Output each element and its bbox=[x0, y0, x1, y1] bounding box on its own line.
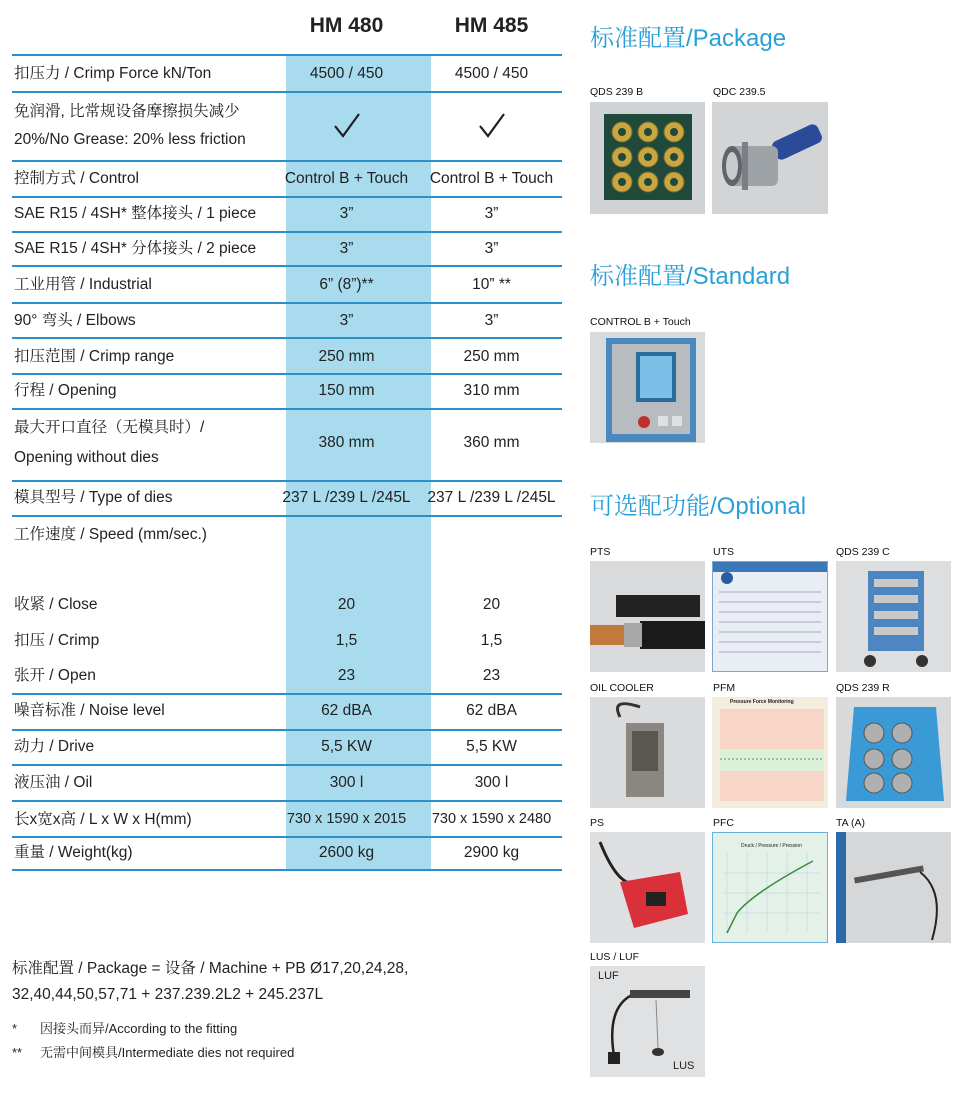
hm485-value: 4500 / 450 bbox=[454, 65, 529, 82]
hm485-value: 310 mm bbox=[463, 382, 520, 399]
qdc-239-5-photo bbox=[712, 102, 828, 214]
table-row bbox=[12, 375, 562, 405]
checkmark-icon bbox=[419, 111, 564, 141]
caption-lus-luf: LUS / LUF bbox=[590, 951, 640, 963]
qds-239-r-photo bbox=[836, 697, 951, 808]
caption-ta-a: TA (A) bbox=[836, 817, 865, 829]
hm485-value: 360 mm bbox=[463, 434, 520, 451]
row-label: 90° 弯头 / Elbows bbox=[14, 312, 136, 329]
oil-cooler-photo bbox=[590, 697, 705, 808]
table-rule bbox=[12, 515, 562, 517]
hm485-value: 3” bbox=[484, 312, 499, 329]
table-row bbox=[12, 341, 562, 371]
table-row bbox=[12, 661, 562, 691]
hm485-value: 3” bbox=[484, 240, 499, 257]
row-label: 扣压力 / Crimp Force kN/Ton bbox=[14, 65, 212, 82]
table-row bbox=[12, 520, 562, 550]
hm485-value: 3” bbox=[484, 205, 499, 222]
hm485-value: 1,5 bbox=[480, 632, 503, 649]
hm485-value: 10” ** bbox=[472, 276, 511, 293]
luf-label: LUF bbox=[598, 970, 619, 982]
table-row bbox=[12, 93, 562, 159]
caption-oil-cooler: OIL COOLER bbox=[590, 682, 654, 694]
ps-photo bbox=[590, 832, 705, 943]
row-label: 液压油 / Oil bbox=[14, 774, 93, 791]
table-row bbox=[12, 482, 562, 512]
qds-239-c-photo bbox=[836, 561, 951, 672]
hm480-value: 3” bbox=[339, 205, 354, 222]
hm480-value: 250 mm bbox=[318, 348, 375, 365]
table-rule bbox=[12, 693, 562, 695]
caption-qds-239-c: QDS 239 C bbox=[836, 546, 890, 558]
table-row bbox=[12, 269, 562, 299]
hm480-value: 3” bbox=[339, 240, 354, 257]
package-line1: 标准配置 / Package = 设备 / Machine + PB Ø17,20,24,28, bbox=[12, 960, 409, 977]
hm485-value: Control B + Touch bbox=[429, 170, 554, 187]
table-row bbox=[12, 805, 562, 835]
hm480-value: 730 x 1590 x 2015 bbox=[286, 811, 407, 827]
table-rule bbox=[12, 302, 562, 304]
footnote-mark: * bbox=[12, 1021, 18, 1036]
caption-uts: UTS bbox=[713, 546, 734, 558]
table-row bbox=[12, 696, 562, 726]
row-label: 模具型号 / Type of dies bbox=[14, 489, 173, 506]
pfm-title: Pressure Force Monitoring bbox=[730, 699, 794, 705]
hm485-value: 20 bbox=[482, 596, 501, 613]
caption-ps: PS bbox=[590, 817, 605, 829]
footnote-text: 因接头而异/According to the fitting bbox=[40, 1021, 238, 1036]
table-row bbox=[12, 233, 562, 263]
caption-qds-239-r: QDS 239 R bbox=[836, 682, 890, 694]
hm480-value: 62 dBA bbox=[321, 702, 372, 719]
hm480-value: Control B + Touch bbox=[284, 170, 409, 187]
table-row bbox=[12, 305, 562, 335]
hm485-value: 23 bbox=[482, 667, 501, 684]
row-label: 收紧 / Close bbox=[14, 596, 98, 613]
table-row bbox=[12, 58, 562, 88]
table-row bbox=[12, 626, 562, 656]
section-title-optional: 可选配功能/Optional bbox=[590, 493, 807, 520]
qds-239-b-photo bbox=[590, 102, 705, 214]
footnote bbox=[12, 1042, 294, 1061]
table-row bbox=[12, 198, 562, 228]
hm485-value: 62 dBA bbox=[466, 702, 517, 719]
row-label-line2: Opening without dies bbox=[14, 449, 159, 466]
table-row bbox=[12, 163, 562, 193]
caption-control-b-touch: CONTROL B + Touch bbox=[590, 316, 691, 328]
caption-qds-239-b: QDS 239 B bbox=[590, 86, 644, 98]
footnote-mark: ** bbox=[12, 1045, 23, 1060]
row-label: 动力 / Drive bbox=[14, 738, 95, 755]
table-rule bbox=[12, 337, 562, 339]
caption-qdc-239-5: QDC 239.5 bbox=[713, 86, 766, 98]
hm480-value: 380 mm bbox=[318, 434, 375, 451]
table-row bbox=[12, 410, 562, 478]
section-title-standard: 标准配置/Standard bbox=[590, 263, 791, 290]
caption-pfm: PFM bbox=[713, 682, 736, 694]
row-label: 张开 / Open bbox=[14, 667, 96, 684]
row-label: SAE R15 / 4SH* 整体接头 / 1 piece bbox=[14, 205, 257, 222]
row-label-line2: 20%/No Grease: 20% less friction bbox=[14, 131, 246, 148]
package-line2: 32,40,44,50,57,71 + 237.239.2L2 + 245.237L bbox=[12, 986, 324, 1003]
hm485-value: 237 L /239 L /245L bbox=[427, 489, 556, 506]
hm485-value: 5,5 KW bbox=[466, 738, 517, 755]
uts-screenshot bbox=[712, 561, 828, 672]
table-rule bbox=[12, 265, 562, 267]
hm485-value: 300 l bbox=[474, 774, 509, 791]
table-row bbox=[12, 732, 562, 762]
ta-a-photo bbox=[836, 832, 951, 943]
row-label: 长x宽x高 / L x W x H(mm) bbox=[14, 811, 192, 828]
row-label: 控制方式 / Control bbox=[14, 170, 139, 187]
hm480-value: 23 bbox=[337, 667, 356, 684]
hm480-value: 2600 kg bbox=[318, 844, 375, 861]
lus-luf-photo bbox=[590, 966, 705, 1077]
row-label: 扣压 / Crimp bbox=[14, 632, 100, 649]
column-header-hm485: HM 485 bbox=[454, 14, 529, 37]
hm480-value: 300 l bbox=[329, 774, 364, 791]
table-rule bbox=[12, 54, 562, 56]
row-label: 行程 / Opening bbox=[14, 382, 117, 399]
row-label: 工作速度 / Speed (mm/sec.) bbox=[14, 526, 207, 543]
pfm-chart bbox=[712, 697, 828, 808]
pfc-title: Druck / Pressure / Pression bbox=[741, 843, 802, 849]
hm480-value: 150 mm bbox=[318, 382, 375, 399]
row-label: SAE R15 / 4SH* 分体接头 / 2 piece bbox=[14, 240, 257, 257]
hm480-value: 6” (8”)** bbox=[319, 276, 374, 293]
table-row bbox=[12, 838, 562, 868]
hm480-value: 5,5 KW bbox=[321, 738, 372, 755]
caption-pfc: PFC bbox=[713, 817, 734, 829]
hm480-value: 1,5 bbox=[335, 632, 358, 649]
hm480-value: 20 bbox=[337, 596, 356, 613]
pfc-chart bbox=[712, 832, 828, 943]
row-label-line1: 最大开口直径（无模具时）/ bbox=[14, 419, 205, 436]
table-row bbox=[12, 768, 562, 798]
hm485-value: 250 mm bbox=[463, 348, 520, 365]
lus-label: LUS bbox=[673, 1060, 695, 1072]
pts-photo bbox=[590, 561, 705, 672]
checkmark-icon bbox=[274, 111, 419, 141]
row-label: 工业用管 / Industrial bbox=[14, 276, 152, 293]
column-header-hm480: HM 480 bbox=[309, 14, 384, 37]
footnote-text: 无需中间模具/Intermediate dies not required bbox=[40, 1045, 295, 1060]
hm485-value: 2900 kg bbox=[463, 844, 520, 861]
hm480-value: 3” bbox=[339, 312, 354, 329]
table-rule bbox=[12, 729, 562, 731]
table-rule bbox=[12, 800, 562, 802]
hm485-value: 730 x 1590 x 2480 bbox=[431, 811, 552, 827]
hm480-value: 4500 / 450 bbox=[309, 65, 384, 82]
table-rule bbox=[12, 764, 562, 766]
table-row bbox=[12, 590, 562, 620]
section-title-package: 标准配置/Package bbox=[590, 25, 787, 52]
hm480-value: 237 L /239 L /245L bbox=[282, 489, 411, 506]
row-label: 噪音标准 / Noise level bbox=[14, 702, 165, 719]
row-label: 扣压范围 / Crimp range bbox=[14, 348, 175, 365]
table-rule bbox=[12, 160, 562, 162]
control-b-touch-photo bbox=[590, 332, 705, 443]
footnote bbox=[12, 1018, 237, 1037]
table-rule bbox=[12, 869, 562, 871]
row-label-line1: 免润滑, 比常规设备摩擦损失减少 bbox=[14, 103, 240, 120]
row-label: 重量 / Weight(kg) bbox=[14, 844, 133, 861]
caption-pts: PTS bbox=[590, 546, 611, 558]
